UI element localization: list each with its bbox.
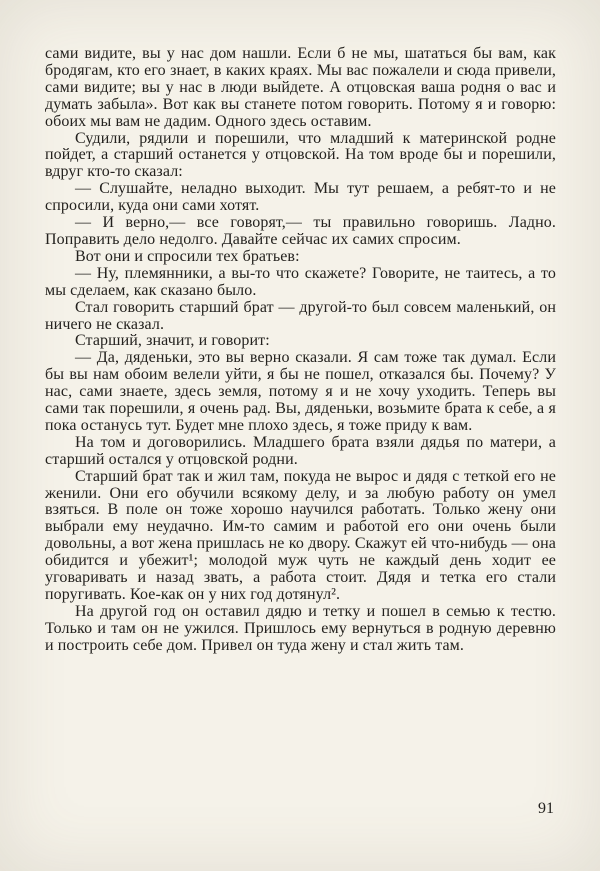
paragraph: Стал говорить старший брат — другой-то был совсем маленький, он ничего не сказал. xyxy=(45,298,556,333)
paragraph: Вот они и спросили тех братьев: xyxy=(75,247,300,265)
paragraph: — Да, дяденьки, это вы верно сказали. Я сам тоже так думал. Если бы вы нам обоим велели уйти, я бы не пошел, отказался бы. Почему? У нас, сами знаете, здесь земля, потому я и не хочу уходить. Теперь вы сами так порешили, я очень рад. Вы, дяденьки, возьмите брата к себе, а я пока останусь тут. Будет мне плохо здесь, я тоже приду к вам. xyxy=(45,349,556,434)
paragraph: сами видите, вы у нас дом нашли. Если б не мы, шататься бы вам, как бродягам, кто его знает, в каких краях. Мы вас пожалели и сюда привели, сами видите; вы у нас в люди выйдете. А отцовская ваша родня о вас и думать забыла». Вот как вы станете потом говорить. Потому я и говорю: обоих мы вам не дадим. Одного здесь оставим. xyxy=(45,45,556,130)
paragraph: На том и договорились. Младшего брата взяли дядья по матери, а старший остался у отцовской родни. xyxy=(45,433,556,468)
paragraph: Старший, значит, и говорит: xyxy=(75,332,270,350)
paragraph: Старший брат так и жил там, покуда не вырос и дядя с теткой его не женили. Они его обучили всякому делу, и за любую работу он умел взяться. В поле он тоже хорошо научился работать. Только жену они выбрали ему неудачно. Им-то самим и работой его они очень были довольны, а вот жена пришлась не ко двору. Скажут ей что-нибудь — она обидится и убежит¹; молодой муж чуть не каждый день ходит ее уговаривать и назад звать, а работа стоит. Дядя и тетка его стали поругивать. Кое-как он у них год дотянул². xyxy=(45,467,556,603)
page-number: 91 xyxy=(538,800,554,817)
paragraph: На другой год он оставил дядю и тетку и пошел в семью к тестю. Только и там он не ужился. Пришлось ему вернуться в родную деревню и построить себе дом. Привел он туда жену и стал жить там. xyxy=(45,602,556,654)
text-block xyxy=(45,46,556,655)
paragraph: — И верно,— все говорят,— ты правильно говоришь. Ладно. Поправить дело недолго. Давайте сейчас их самих спросим. xyxy=(45,214,556,248)
paragraph: — Слушайте, неладно выходит. Мы тут решаем, а ребят-то и не спросили, куда они сами хотят. xyxy=(45,180,556,215)
paragraph: Судили, рядили и порешили, что младший к материнской родне пойдет, а старший останется у отцовской. На том вроде бы и порешили, вдруг кто-то сказал: xyxy=(45,129,556,181)
paragraph: — Ну, племянники, а вы-то что скажете? Говорите, не таитесь, а то мы сделаем, как сказано было. xyxy=(45,264,556,299)
